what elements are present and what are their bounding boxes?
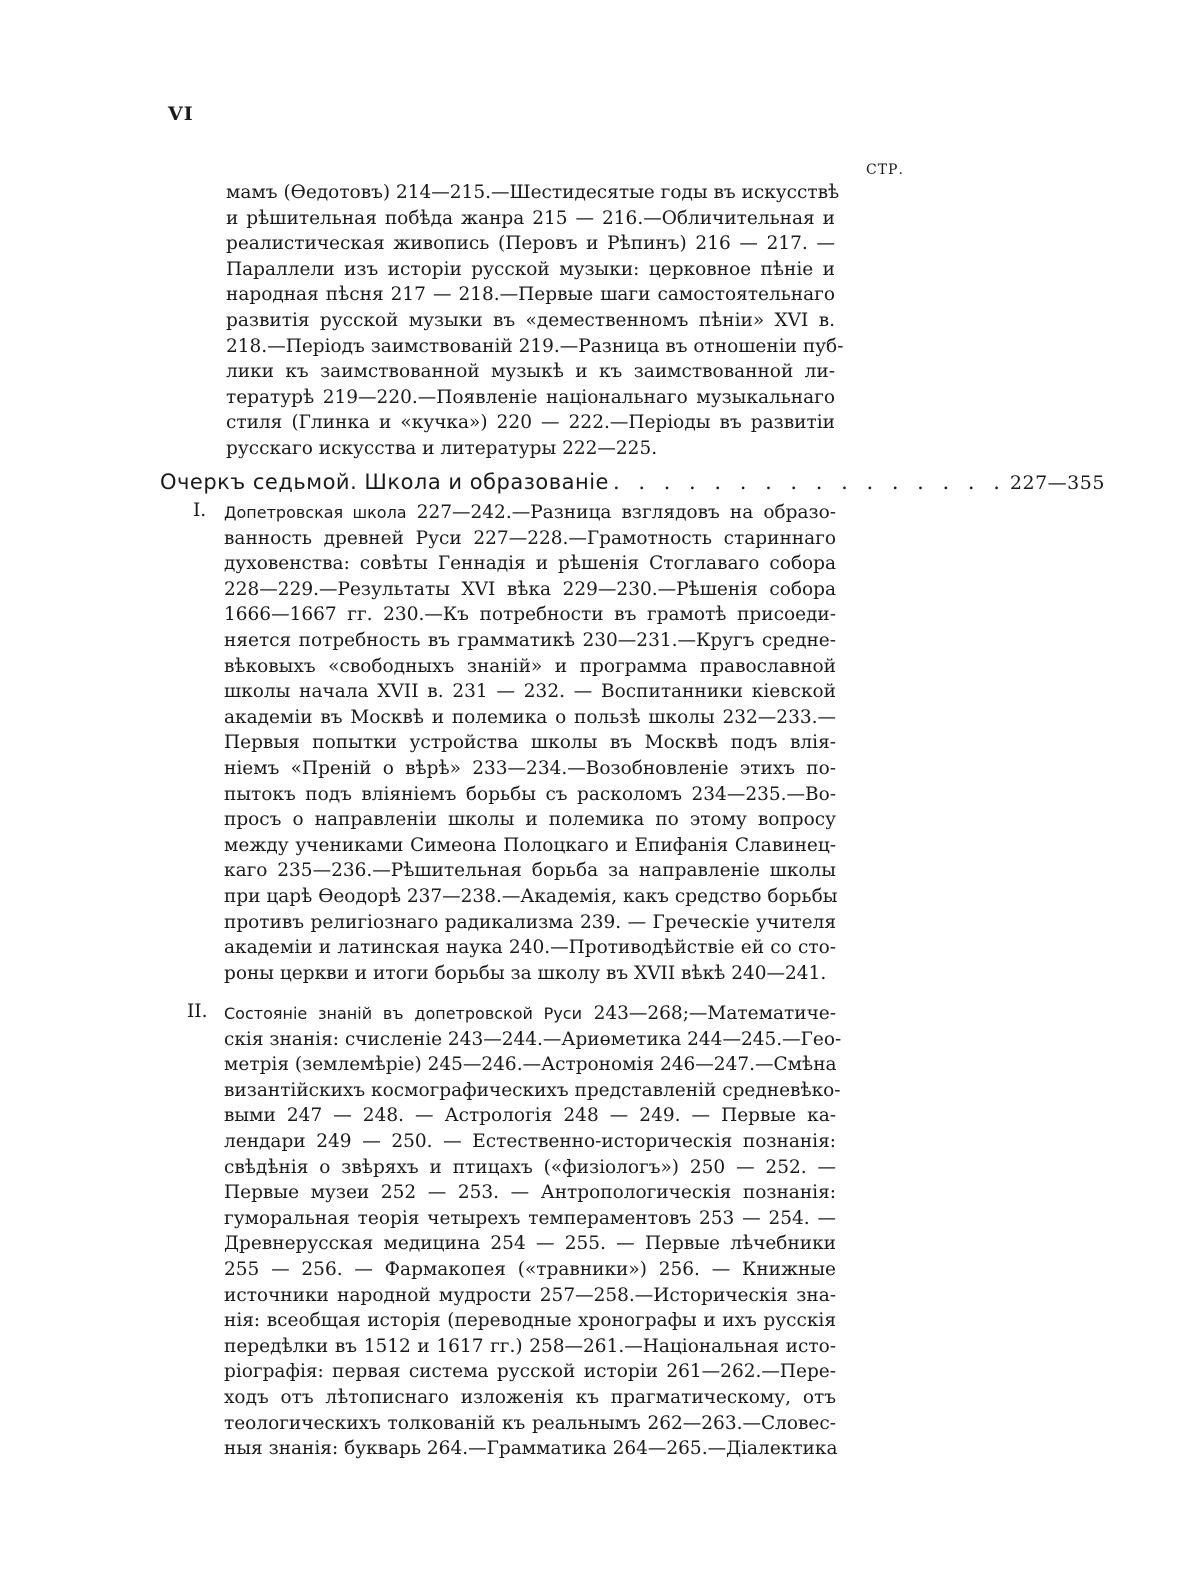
text-line: академіи и латинская наука 240.—Противодѣйствіе ей со сто- [224, 937, 836, 959]
text-line: тературѣ 219—220.—Появленіе національнаго музыкальнаго [226, 386, 835, 408]
text-line: нія: всеобщая исторія (переводные хронографы и ихъ русскія [224, 1310, 836, 1332]
text-line: и рѣшительная побѣда жанра 215 — 216.—Обличительная и [226, 207, 835, 229]
text-line: выми 247 — 248. — Астрологія 248 — 249. — Первые ка- [224, 1105, 836, 1127]
intro-paragraph [226, 180, 844, 462]
text-line: Первые музеи 252 — 253. — Антропологическія познанія: [224, 1182, 836, 1204]
text-line: теологическихъ толкованій къ реальнымъ 262—263.—Словес- [224, 1412, 836, 1434]
text-line: мамъ (Өедотовъ) 214—215.—Шестидесятые годы въ искусствѣ [226, 182, 840, 203]
text-line: Древнерусская медицина 254 — 255. — Первые лѣчебники [224, 1233, 836, 1255]
text-line: роны церкви и итоги борьбы за школу въ XVII вѣкѣ 240—241. [224, 962, 827, 984]
text-line: ныя знанія: букварь 264.—Грамматика 264—265.—Діалектика [224, 1438, 838, 1460]
text-line: реалистическая живопись (Перовъ и Рѣпинъ) 216 — 217. — [226, 233, 835, 255]
text-line: академіи въ Москвѣ и полемика о пользѣ школы 232—233.— [224, 706, 836, 728]
section-lead: Допетровская школа [224, 503, 407, 522]
text-line: русскаго искусства и литературы 222—225. [226, 437, 658, 459]
section-paragraph [224, 1001, 842, 1462]
section-lead: Состояніе знаній въ допетровской Руси [224, 1004, 582, 1023]
text-line: развитія русской музыки въ «демественномъ пѣніи» XVI в. [226, 309, 835, 331]
essay-title: Очеркъ седьмой. Школа и образованіе [160, 470, 609, 494]
text-line: Первыя попытки устройства школы въ Москвѣ подъ влія- [224, 732, 836, 754]
text-line: ходъ отъ лѣтописнаго изложенія къ прагматическому, отъ [224, 1386, 836, 1408]
section-paragraph [224, 500, 836, 986]
text-line: источники народной мудрости 257—258.—Историческія зна- [224, 1284, 836, 1306]
text-line: ніемъ «Преній о вѣрѣ» 233—234.—Возобновленіе этихъ по- [224, 757, 836, 779]
essay-pages: 227—355 [1009, 472, 1105, 494]
text-line: лендари 249 — 250. — Естественно-историческія познанія: [224, 1130, 836, 1152]
column-label-pages: СТР. [866, 162, 904, 178]
text-line: просъ о направленіи школы и полемика по этому вопросу [224, 809, 836, 831]
text-line: вѣковыхъ «свободныхъ знаній» и программа православной [224, 655, 836, 677]
text-line: ріографія: первая система русской исторіи 261—262.—Пере- [224, 1361, 836, 1383]
text-line: школы начала XVII в. 231 — 232. — Воспитанники кіевской [224, 681, 836, 703]
text-line: гуморальная теорія четырехъ темпераментовъ 253 — 254. — [224, 1207, 836, 1229]
text-line: свѣдѣнія о звѣряхъ и птицахъ («физіологъ») 250 — 252. — [224, 1156, 836, 1178]
text-line: византійскихъ космографическихъ представленій средневѣко- [224, 1079, 841, 1101]
text-line: передѣлки въ 1512 и 1617 гг.) 258—261.—Національная исто- [224, 1335, 836, 1357]
text-line: каго 235—236.—Рѣшительная борьба за направленіе школы [224, 860, 836, 882]
text-line: противъ религіознаго радикализма 239. — Греческіе учителя [224, 911, 836, 933]
text-line: духовенства: совѣты Геннадія и рѣшенія Стоглаваго собора [224, 553, 836, 575]
text-line: ванность древней Руси 227—228.—Грамотность стариннаго [224, 527, 836, 549]
text-fragment: 227—242.—Разница взглядовъ на образо- [406, 502, 836, 523]
text-line: 218.—Періодъ заимствованій 219.—Разница въ отношеніи пуб- [226, 335, 844, 357]
text-line: 255 — 256. — Фармакопея («травники») 256. — Книжные [224, 1258, 836, 1280]
essay-heading [160, 470, 1105, 494]
text-line: при царѣ Өеодорѣ 237—238.—Академія, какъ средство борьбы [224, 885, 838, 907]
text-line: между учениками Симеона Полоцкаго и Епифанія Славинец- [224, 834, 836, 856]
text-line [224, 1001, 836, 1027]
text-line: 1666—1667 гг. 230.—Къ потребности въ грамотѣ присоеди- [224, 604, 836, 626]
section-number: I. [193, 500, 207, 521]
section-number: II. [187, 1001, 208, 1022]
text-line: пытокъ подъ вліяніемъ борьбы съ расколомъ 234—235.—Во- [224, 783, 836, 805]
text-line: лики къ заимствованной музыкѣ и къ заимствованной ли- [226, 361, 835, 383]
text-line: няется потребность въ грамматикѣ 230—231.—Кругъ средне- [224, 629, 836, 651]
text-line [224, 500, 836, 526]
text-fragment: 243—268;—Математиче- [582, 1003, 836, 1024]
text-line: стиля (Глинка и «кучка») 220 — 222.—Періоды въ развитіи [226, 412, 835, 434]
page-number: VI [168, 103, 194, 125]
text-line: метрія (землемѣріе) 245—246.—Астрономія 246—247.—Смѣна [224, 1054, 837, 1076]
leader-dots: . . . . . . . . . . . . . . . . [612, 470, 1006, 494]
text-line: скія знанія: счисленіе 243—244.—Ариөметика 244—245.—Гео- [224, 1028, 842, 1050]
text-line: народная пѣсня 217 — 218.—Первые шаги самостоятельнаго [226, 284, 835, 306]
text-line: Параллели изъ исторіи русской музыки: церковное пѣніе и [226, 258, 835, 280]
text-line: 228—229.—Результаты XVI вѣка 229—230.—Рѣшенія собора [224, 578, 836, 600]
